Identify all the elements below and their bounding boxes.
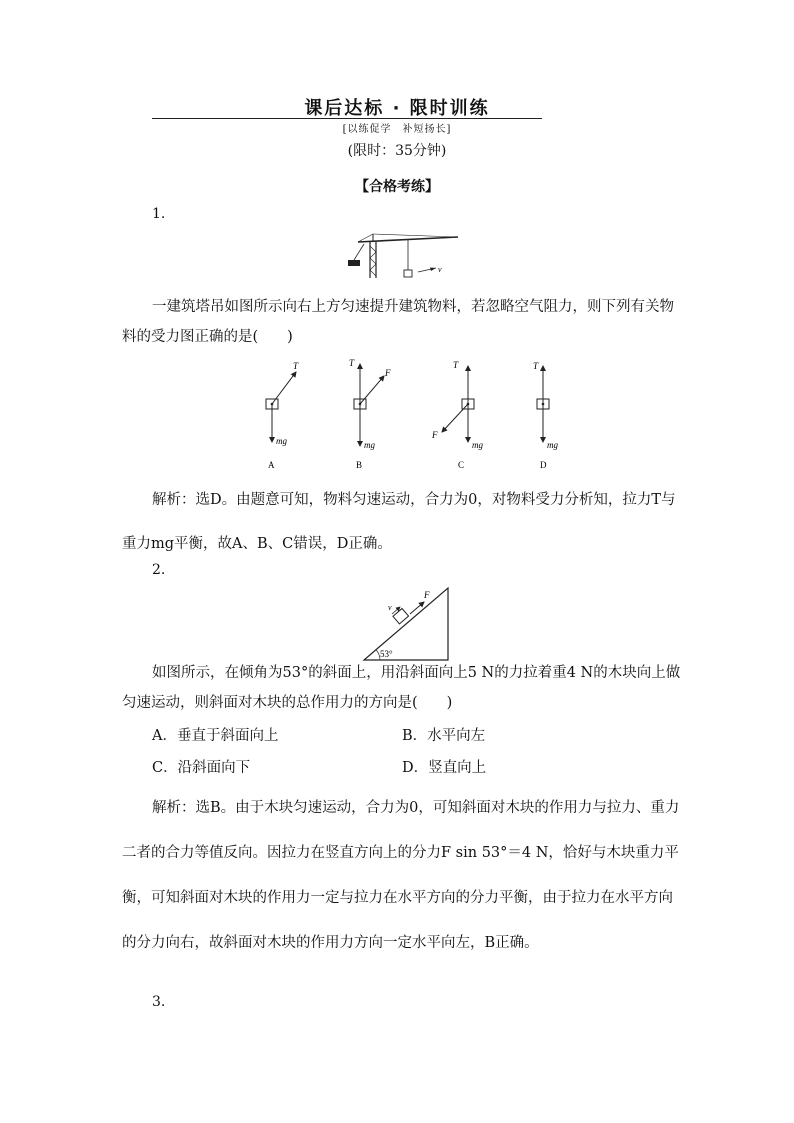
question-2-number: 2. bbox=[152, 562, 166, 578]
diagram-b bbox=[349, 358, 391, 470]
svg-text:mg: mg bbox=[364, 440, 375, 450]
section-title: 【合格考练】 bbox=[355, 179, 439, 195]
incline-figure bbox=[362, 586, 466, 662]
svg-text:mg: mg bbox=[547, 440, 558, 450]
time-limit: (限时：35分钟) bbox=[347, 143, 447, 159]
svg-text:T: T bbox=[293, 361, 299, 371]
svg-text:F: F bbox=[385, 368, 391, 378]
diagram-d-label: D bbox=[540, 460, 547, 470]
question-1-text: 一建筑塔吊如图所示向右上方匀速提升建筑物料，若忽略空气阻力，则下列有关物料的受力图正确的是( ) bbox=[122, 299, 674, 345]
page-title: 课后达标 · 限时训练 bbox=[304, 98, 490, 119]
diagram-a bbox=[266, 361, 299, 470]
option-d: D．竖直向上 bbox=[402, 760, 487, 776]
tower-crane-figure bbox=[340, 232, 460, 278]
option-b: B．水平向左 bbox=[402, 728, 486, 744]
incline-angle-label: 53° bbox=[380, 649, 393, 659]
incline-velocity-label: v bbox=[388, 603, 392, 612]
diagram-b-label: B bbox=[356, 460, 363, 470]
option-c: C．沿斜面向下 bbox=[152, 760, 251, 776]
question-3-number: 3. bbox=[152, 994, 166, 1010]
svg-text:mg: mg bbox=[276, 436, 287, 446]
svg-text:T: T bbox=[453, 360, 459, 370]
svg-text:T: T bbox=[533, 361, 539, 371]
page-subtitle: [以练促学 补短扬长] bbox=[342, 124, 452, 135]
question-1-analysis: 解析：选D。由题意可知，物料匀速运动，合力为0，对物料受力分析知，拉力T与重力mg平衡，故A、B、C错误，D正确。 bbox=[122, 492, 676, 552]
incline-force-label: F bbox=[424, 590, 430, 600]
diagram-c bbox=[431, 360, 483, 470]
question-2-text: 如图所示，在倾角为53°的斜面上，用沿斜面向上5 N的力拉着重4 N的木块向上做匀速运动，则斜面对木块的总作用力的方向是( ) bbox=[122, 665, 681, 711]
svg-text:T: T bbox=[349, 358, 355, 368]
diagram-d bbox=[533, 361, 558, 470]
question-1-number: 1. bbox=[152, 206, 166, 222]
diagram-a-label: A bbox=[268, 460, 275, 470]
force-diagrams-figure bbox=[250, 352, 580, 474]
title-underline bbox=[152, 118, 542, 119]
diagram-c-label: C bbox=[458, 460, 465, 470]
svg-text:mg: mg bbox=[472, 440, 483, 450]
option-a: A．垂直于斜面向上 bbox=[152, 728, 279, 744]
svg-text:F: F bbox=[432, 430, 438, 440]
crane-velocity-label: v bbox=[438, 265, 442, 274]
question-2-analysis: 解析：选B。由于木块匀速运动，合力为0，可知斜面对木块的作用力与拉力、重力二者的合力等值反向。因拉力在竖直方向上的分力F sin 53°＝4 N，恰好与木块重力平衡，可知斜面对木块的作用力一定与拉力在水平方向的分力平衡，由于拉力在水平方向的分力向右，故斜面对木块的作用力方向一定水平向左，B正确。 bbox=[122, 800, 680, 951]
